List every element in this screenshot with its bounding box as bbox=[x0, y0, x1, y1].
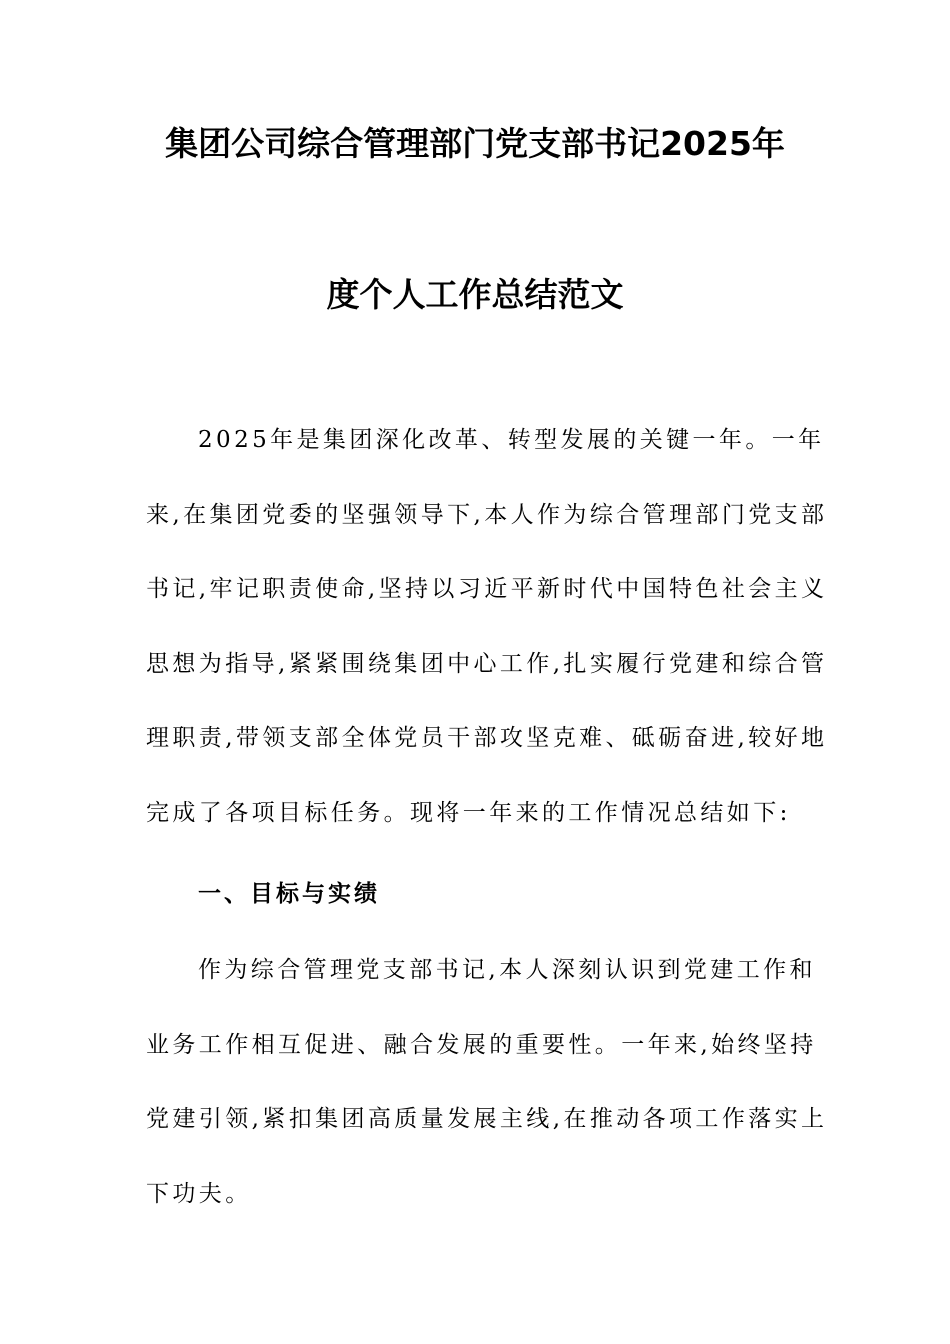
intro-paragraph-line: 来,在集团党委的坚强领导下,本人作为综合管理部门党支部 bbox=[146, 502, 828, 528]
section-paragraph-line: 下功夫。 bbox=[146, 1181, 252, 1207]
section-paragraph-line: 业务工作相互促进、融合发展的重要性。一年来,始终坚持 bbox=[146, 1032, 817, 1058]
section-heading: 一、目标与实绩 bbox=[198, 881, 380, 907]
intro-paragraph-line: 2025年是集团深化改革、转型发展的关键一年。一年 bbox=[198, 427, 825, 453]
intro-paragraph-line: 完成了各项目标任务。现将一年来的工作情况总结如下: bbox=[146, 800, 791, 826]
document-title-line-2: 度个人工作总结范文 bbox=[326, 275, 624, 314]
intro-paragraph-line: 理职责,带领支部全体党员干部攻坚克难、砥砺奋进,较好地 bbox=[146, 725, 828, 751]
intro-paragraph-line: 思想为指导,紧紧围绕集团中心工作,扎实履行党建和综合管 bbox=[146, 651, 828, 677]
intro-paragraph-line: 书记,牢记职责使命,坚持以习近平新时代中国特色社会主义 bbox=[146, 576, 828, 602]
section-paragraph-line: 党建引领,紧扣集团高质量发展主线,在推动各项工作落实上 bbox=[146, 1106, 828, 1132]
document-title-line-1: 集团公司综合管理部门党支部书记2025年 bbox=[165, 124, 785, 163]
section-paragraph-line: 作为综合管理党支部书记,本人深刻认识到党建工作和 bbox=[198, 957, 816, 983]
